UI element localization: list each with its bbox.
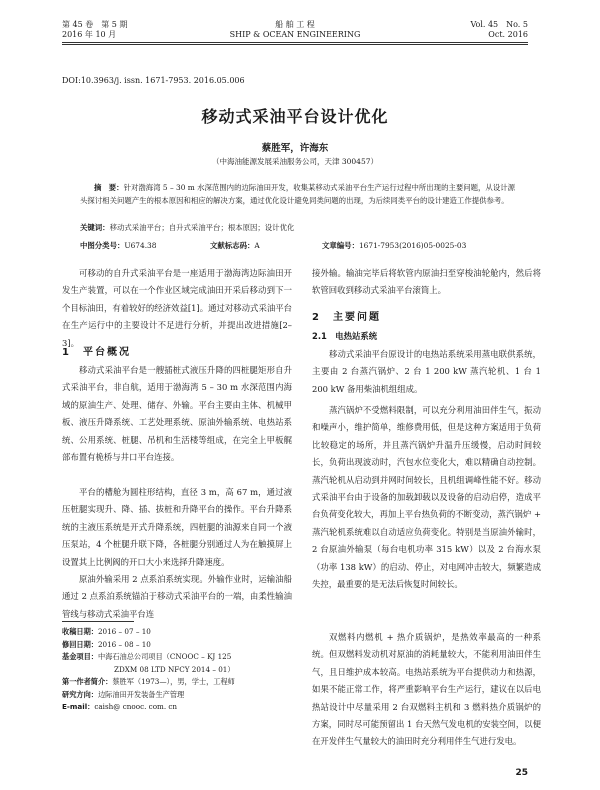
authors: 蔡胜军，许海东 xyxy=(261,143,329,154)
affiliation: （中海油能源发展采油服务公司，天津 300457） xyxy=(211,157,378,166)
header-volume-issue-cn: 第 45 卷 第 5 期 xyxy=(62,20,128,29)
doc-code-value: A xyxy=(254,241,260,250)
intro-paragraph: 可移动的自升式采油平台是一座适用于渤海湾边际油田开发生产装置，可以在一个作业区域完成油田开采后移动到下一个目标油田，有着较好的经济效益[1]。通过对移动式采油平台在生产运行中的主要设计不足进行分析，并提出改进措施[2–3]。 xyxy=(62,268,292,348)
keywords-label: 关键词： xyxy=(80,223,110,232)
fund-label: 基金项目： xyxy=(62,652,98,661)
author-info: 蔡胜军（1973—），男，学士，工程师 xyxy=(112,677,235,686)
header-rule xyxy=(62,42,528,43)
footnote-fund xyxy=(62,651,302,664)
fund-line-1: 中海石油总公司项目（CNOOC – KJ 125 xyxy=(97,652,232,661)
section-2-1-paragraph-1: 移动式采油平台原设计的电热站系统采用蒸电联供系统，主要由 2 台蒸汽锅炉、2 台 1 200 kW 蒸汽轮机、1 台 1 200 kW 备用柴油机组组成。 xyxy=(312,349,541,394)
right-continuation-paragraph: 接外输。输油完毕后将软管内原油扫至穿梭油轮舱内，然后将软管回收到移动式采油平台滚筒上。 xyxy=(312,268,541,296)
research-info: 边际油田开发装备生产管理 xyxy=(97,689,185,699)
footnote-research xyxy=(62,689,302,702)
footnote-revised xyxy=(62,639,302,652)
received-label: 收稿日期： xyxy=(62,627,98,636)
header-journal xyxy=(200,20,390,40)
abstract-text: 针对渤海湾 5 – 30 m 水深范围内的边际油田开发，收集某移动式采油平台生产运行过程中所出现的主要问题，从设计源头探讨相关问题产生的根本原因和相应的解决方案，通过优化设计避免同类问题的出现，为后续同类平台的设计建造工作提供参考。 xyxy=(80,183,515,205)
header-rule-thin xyxy=(62,44,528,45)
clc-label: 中图分类号： xyxy=(80,241,125,250)
doi: DOI:10.3963/j. issn. 1671-7953. 2016.05.006 xyxy=(62,76,245,85)
section-1-paragraph-2: 平台的槽舱为圆柱形结构，直径 3 m，高 67 m，通过液压桩腿实现升、降、插、拔桩和升降平台的操作。平台升降系统的主液压系统是开式升降系统，四桩腿的油源来自同一个液压泵站，4 个桩腿升联下降，各桩腿分别通过人为在触摸屏上设置其上比例阀的开口大小来选择升降速度。 xyxy=(62,487,292,567)
section-1-paragraph-1: 移动式采油平台是一艘插桩式液压升降的四桩腿矩形自升式采油平台，非自航，适用于渤海湾 5 – 30 m 水深范围内海域的原油生产、处理、储存、外输。平台主要由主体、机械甲板、液压升降系统、工艺处理系统、原油外输系统、电热站系统、公用系统、桩腿、吊机和生活楼等组成，在完全上甲板艉部布置有桅桥与井口平台连接。 xyxy=(62,365,292,463)
footnotes xyxy=(62,626,302,714)
section-1-paragraph-3: 原油外输采用 2 点系泊系统实现。外输作业时，运输油船通过 2 点系泊系统锚泊于移动式采油平台的一端，由柔性输油管线与移动式采油平台连 xyxy=(62,574,292,619)
footnote-author xyxy=(62,676,302,689)
keywords xyxy=(80,222,515,233)
article-number-label: 文章编号： xyxy=(322,241,359,250)
section-2-1-paragraph-2: 蒸汽锅炉不受燃料限制，可以充分利用油田伴生气，振动和噪声小，维护简单，维修费用低，但是这种方案适用于负荷比较稳定的场所，并且蒸汽锅炉升温升压缓慢，启动时间较长，负荷出现波动时，汽包水位变化大，难以精确自动控制。蒸汽轮机从启动到并网时间较长，且机组调峰性能不好。移动式采油平台由于设备的加载卸载以及设备的启动启停，造成平台负荷变化较大，再加上平台热负荷的不断变动，蒸汽锅炉 + 蒸汽轮机系统难以自动适应负荷变化。特别是当原油外输时，2 台原油外输泵（每台电机功率 315 kW）以及 2 台海水泵（功率 138 kW）的启动、停止，对电网冲击较大，频繁造成失控，最重要的是无法后恢复时间较长。 xyxy=(312,405,541,590)
section-2-1-heading: 2.1 电热站系统 xyxy=(312,331,378,341)
article-number xyxy=(322,240,466,251)
author-label: 第一作者简介： xyxy=(62,677,113,686)
footnote-fund-cont xyxy=(62,664,302,677)
header-volume-cn xyxy=(62,20,127,40)
footnote-rule xyxy=(62,621,134,622)
page-number: 25 xyxy=(515,768,528,778)
section-2-1-paragraph-3: 双燃料内燃机 + 热介质锅炉，是热效率最高的一种系统。但双燃料发动机对原油的消耗量较大，不能利用油田伴生气，且日维护成本较高。电热站系统为平台提供动力和热源，如果不能正常工作，将严重影响平台生产运行，建议在以后电热站设计中尽量采用 2 台双燃料主机和 3 燃料热介质锅炉的方案，同时尽可能预留出 1 台天然气发电机的安装空间，以便在开发伴生气量较大的油田时充分利用伴生气进行发电。 xyxy=(312,632,541,747)
footnote-received xyxy=(62,626,302,639)
article-number-value: 1671-7953(2016)05-0025-03 xyxy=(358,241,467,250)
email-label: E-mail： xyxy=(62,702,95,711)
revised-label: 修回日期： xyxy=(62,639,98,649)
research-label: 研究方向： xyxy=(62,689,98,699)
header-volume-en xyxy=(440,20,528,40)
clc-value: U674.38 xyxy=(124,241,157,250)
abstract-label: 摘 要： xyxy=(94,183,124,192)
keywords-text: 移动式采油平台；自升式采油平台；根本原因；设计优化 xyxy=(109,223,295,232)
section-1-heading: 1 平台概况 xyxy=(62,347,131,358)
header-journal-en: SHIP & OCEAN ENGINEERING xyxy=(229,30,361,39)
abstract xyxy=(80,181,515,207)
section-2-heading: 2 主要问题 xyxy=(312,312,381,323)
revised-date: 2016 – 08 – 10 xyxy=(97,639,151,649)
header-journal-cn: 船 舶 工 程 xyxy=(275,20,315,29)
doc-code-label: 文献标志码： xyxy=(210,241,255,250)
footnote-email xyxy=(62,701,302,714)
received-date: 2016 – 07 – 10 xyxy=(97,627,151,636)
email-address: caish@ cnooc. com. cn xyxy=(94,702,178,711)
clc-number xyxy=(80,240,156,251)
document-code xyxy=(210,240,260,251)
header-volume-issue-en: Vol. 45 No. 5 xyxy=(470,20,528,29)
paper-title: 移动式采油平台设计优化 xyxy=(201,107,389,126)
header-date-cn: 2016 年 10 月 xyxy=(62,30,117,39)
header-date-en: Oct. 2016 xyxy=(488,30,528,39)
fund-line-2: ZDXM 08 LTD NFCY 2014 – 01） xyxy=(114,664,235,674)
